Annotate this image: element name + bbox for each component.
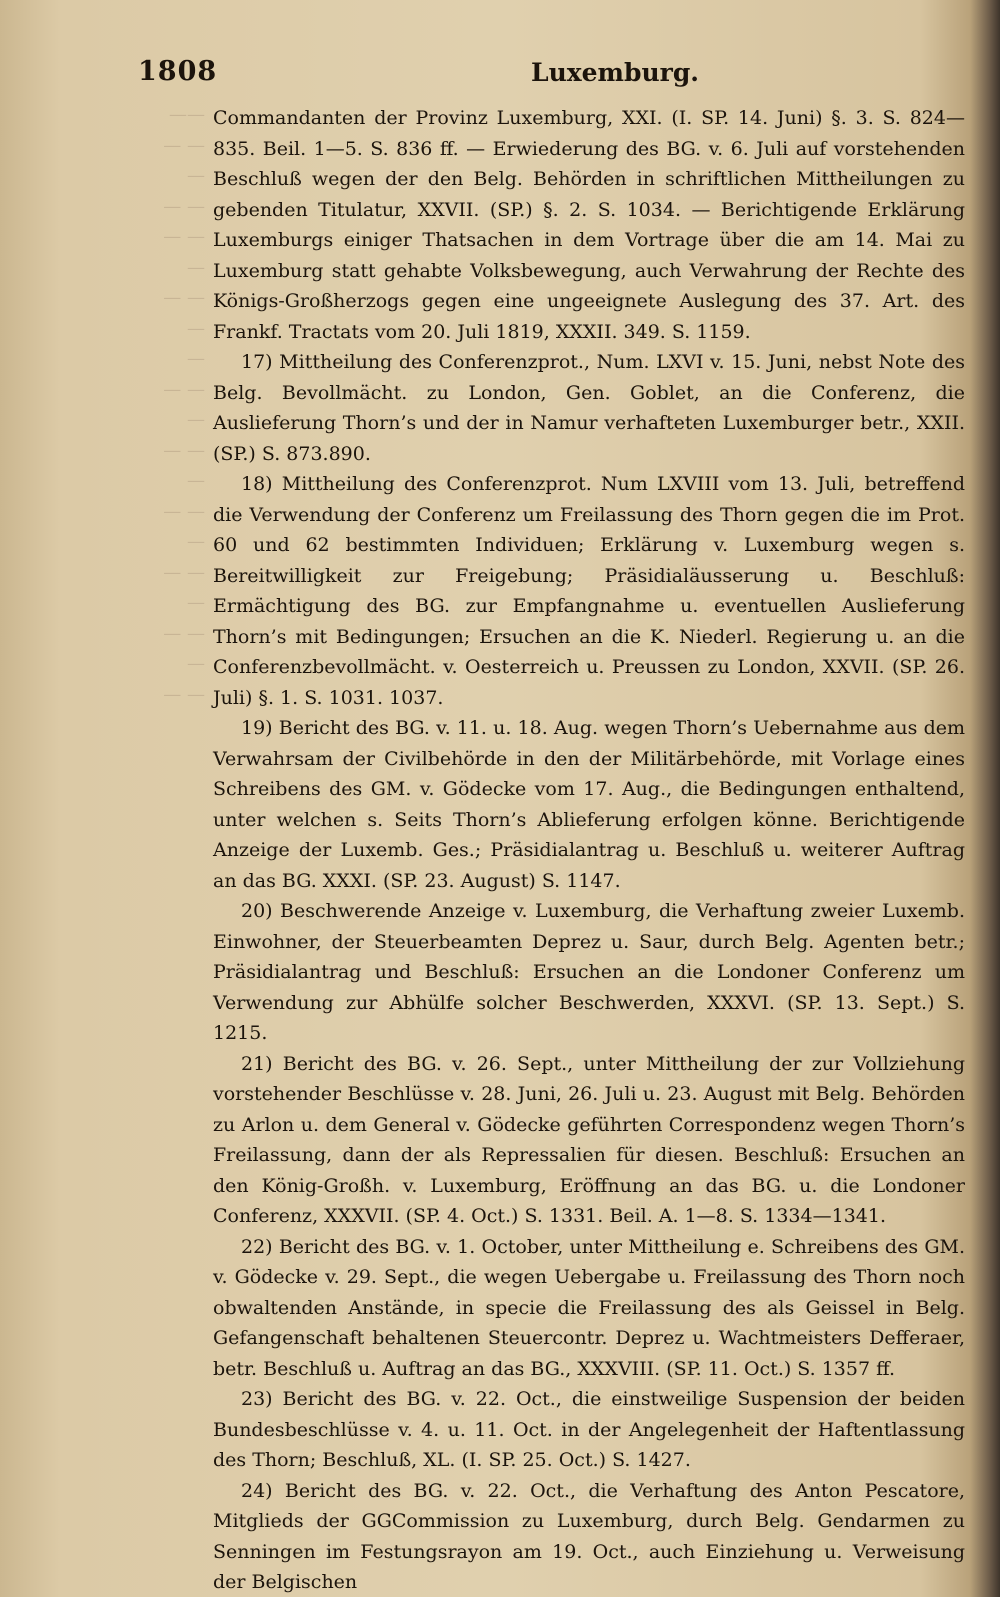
- entry-18: 18) Mittheilung des Conferenzprot. Num LXVIII vom 13. Juli, betreffend die Verwendung der Conferenz um Freilassung des Thorn gegen die im Prot. 60 und 62 bestimmten Individuen; Erklärung v. Luxemburg wegen s. Bereitwilligkeit zur Freigebung; Präsidialäusserung u. Beschluß: Ermächtigung des BG. zur Empfangnahme u. eventuellen Auslieferung Thorn’s mit Bedingungen; Ersuchen an die K. Niederl. Regierung u. an die Conferenzbevollmächt. v. Oesterreich u. Preussen zu London, XXVII. (SP. 26. Juli) §. 1. S. 1031. 1037.: [213, 473, 965, 709]
- page-header: [120, 56, 960, 96]
- bleed-through-margin: —— — — — — — — — — — — — — — — — — — — — — — — — — — — — — —: [163, 104, 205, 705]
- entry-17: 17) Mittheilung des Conferenzprot., Num. LXVI v. 15. Juni, nebst Note des Belg. Bevollmächt. zu London, Gen. Goblet, an die Conferenz, die Auslieferung Thorn’s und der in Namur verhafteten Luxemburger betr., XXII. (SP.) S. 873.890.: [213, 351, 965, 465]
- index-entries: [213, 103, 965, 1597]
- entry-19: 19) Bericht des BG. v. 11. u. 18. Aug. wegen Thorn’s Uebernahme aus dem Verwahrsam der Civilbehörde in den der Militärbehörde, mit Vorlage eines Schreibens des GM. v. Gödecke vom 17. Aug., die Bedingungen enthaltend, unter welchen s. Seits Thorn’s Ablieferung erfolgen könne. Berichtigende Anzeige der Luxemb. Ges.; Präsidialantrag u. Beschluß u. weiterer Auftrag an das BG. XXXI. (SP. 23. August) S. 1147.: [213, 717, 965, 892]
- running-title: Luxemburg.: [530, 58, 700, 87]
- entry-21: 21) Bericht des BG. v. 26. Sept., unter Mittheilung der zur Vollziehung vorstehender Beschlüsse v. 28. Juni, 26. Juli u. 23. August mit Belg. Behörden zu Arlon u. dem General v. Gödecke geführten Correspondenz wegen Thorn’s Freilassung, dann der als Repressalien für diesen. Beschluß: Ersuchen an den König-Großh. v. Luxemburg, Eröffnung an das BG. u. die Londoner Conferenz, XXXVII. (SP. 4. Oct.) S. 1331. Beil. A. 1—8. S. 1334—1341.: [213, 1052, 965, 1227]
- page-number: 1808: [138, 56, 218, 87]
- entry-24: 24) Bericht des BG. v. 22. Oct., die Verhaftung des Anton Pescatore, Mitglieds der GGCommission zu Luxemburg, durch Belg. Gendarmen zu Senningen im Festungsrayon am 19. Oct., auch Einziehung u. Verweisung der Belgischen: [213, 1479, 965, 1593]
- entry-23: 23) Bericht des BG. v. 22. Oct., die einstweilige Suspension der beiden Bundesbeschlüsse v. 4. u. 11. Oct. in der Angelegenheit der Haftentlassung des Thorn; Beschluß, XL. (I. SP. 25. Oct.) S. 1427.: [213, 1388, 965, 1471]
- entry-20: 20) Beschwerende Anzeige v. Luxemburg, die Verhaftung zweier Luxemb. Einwohner, der Steuerbeamten Deprez u. Saur, durch Belg. Agenten betr.; Präsidialantrag und Beschluß: Ersuchen an die Londoner Conferenz um Verwendung zur Abhülfe solcher Beschwerden, XXXVI. (SP. 13. Sept.) S. 1215.: [213, 900, 965, 1044]
- entry-22: 22) Bericht des BG. v. 1. October, unter Mittheilung e. Schreibens des GM. v. Gödecke v. 29. Sept., die wegen Uebergabe u. Freilassung des Thorn noch obwaltenden Anstände, in specie die Freilassung des als Geissel in Belg. Gefangenschaft behaltenen Steuercontr. Deprez u. Wachtmeisters Defferaer, betr. Beschluß u. Auftrag an das BG., XXXVIII. (SP. 11. Oct.) S. 1357 ff.: [213, 1235, 965, 1380]
- entry-continued: Commandanten der Provinz Luxemburg, XXI. (I. SP. 14. Juni) §. 3. S. 824—835. Beil. 1—5. S. 836 ff. — Erwiederung des BG. v. 6. Juli auf vorstehenden Beschluß wegen der den Belg. Behörden in schriftlichen Mittheilungen zu gebenden Titulatur, XXVII. (SP.) §. 2. S. 1034. — Berichtigende Erklärung Luxemburgs einiger Thatsachen in dem Vortrage über die am 14. Mai zu Luxemburg statt gehabte Volksbewegung, auch Verwahrung der Rechte des Königs-Großherzogs gegen eine ungeeignete Auslegung des 37. Art. des Frankf. Tractats vom 20. Juli 1819, XXXII. 349. S. 1159.: [213, 107, 965, 343]
